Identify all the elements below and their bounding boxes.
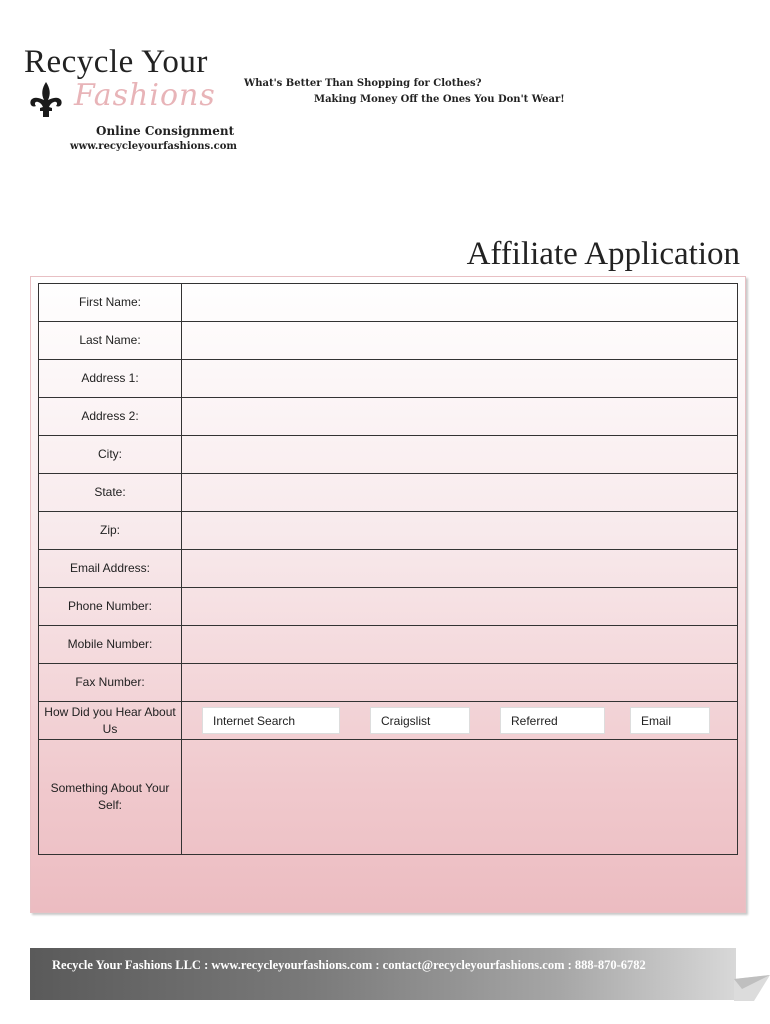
option-internet-search[interactable]: Internet Search: [202, 707, 340, 734]
referral-label: How Did you Hear About Us: [39, 702, 182, 739]
fleur-de-lis-icon: [28, 80, 64, 120]
about-row: [39, 740, 737, 854]
email-label: Email Address:: [39, 550, 182, 587]
referral-options-cell: [182, 702, 737, 739]
address1-label: Address 1:: [39, 360, 182, 397]
phone-label: Phone Number:: [39, 588, 182, 625]
brand-name-line2: Fashions: [74, 78, 216, 113]
phone-field[interactable]: [182, 588, 737, 625]
mobile-label: Mobile Number:: [39, 626, 182, 663]
about-label: Something About Your Self:: [39, 740, 182, 854]
state-field[interactable]: [182, 474, 737, 511]
state-label: State:: [39, 474, 182, 511]
tagline-line1: What's Better Than Shopping for Clothes?: [244, 78, 482, 89]
city-field[interactable]: [182, 436, 737, 473]
address1-field[interactable]: [182, 360, 737, 397]
application-form-table: [38, 283, 738, 855]
first-name-label: First Name:: [39, 284, 182, 321]
email-row: [39, 550, 737, 588]
address1-row: [39, 360, 737, 398]
form-title: Affiliate Application: [466, 236, 740, 272]
fax-field[interactable]: [182, 664, 737, 701]
zip-row: [39, 512, 737, 550]
fax-label: Fax Number:: [39, 664, 182, 701]
option-referred[interactable]: Referred: [500, 707, 605, 734]
address2-row: [39, 398, 737, 436]
page-curl-icon: [734, 975, 770, 1001]
mobile-row: [39, 626, 737, 664]
state-row: [39, 474, 737, 512]
mobile-field[interactable]: [182, 626, 737, 663]
fax-row: [39, 664, 737, 702]
company-logo: [24, 44, 584, 164]
brand-name-line1: Recycle Your: [24, 44, 208, 80]
last-name-row: [39, 322, 737, 360]
footer-contact-text: Recycle Your Fashions LLC : www.recycleyourfashions.com : contact@recycleyourfashions.com : 888-870-6782: [52, 958, 646, 972]
city-row: [39, 436, 737, 474]
city-label: City:: [39, 436, 182, 473]
first-name-row: [39, 284, 737, 322]
phone-row: [39, 588, 737, 626]
footer-bar: [30, 948, 736, 1000]
zip-field[interactable]: [182, 512, 737, 549]
last-name-label: Last Name:: [39, 322, 182, 359]
about-field[interactable]: [182, 740, 737, 854]
address2-field[interactable]: [182, 398, 737, 435]
brand-url: www.recycleyourfashions.com: [70, 141, 237, 152]
zip-label: Zip:: [39, 512, 182, 549]
tagline-line2: Making Money Off the Ones You Don't Wear!: [314, 94, 565, 105]
referral-row: [39, 702, 737, 740]
brand-subtitle: Online Consignment: [96, 124, 235, 138]
email-field[interactable]: [182, 550, 737, 587]
option-craigslist[interactable]: Craigslist: [370, 707, 470, 734]
first-name-field[interactable]: [182, 284, 737, 321]
referral-options: [182, 702, 737, 739]
address2-label: Address 2:: [39, 398, 182, 435]
option-email[interactable]: Email: [630, 707, 710, 734]
last-name-field[interactable]: [182, 322, 737, 359]
